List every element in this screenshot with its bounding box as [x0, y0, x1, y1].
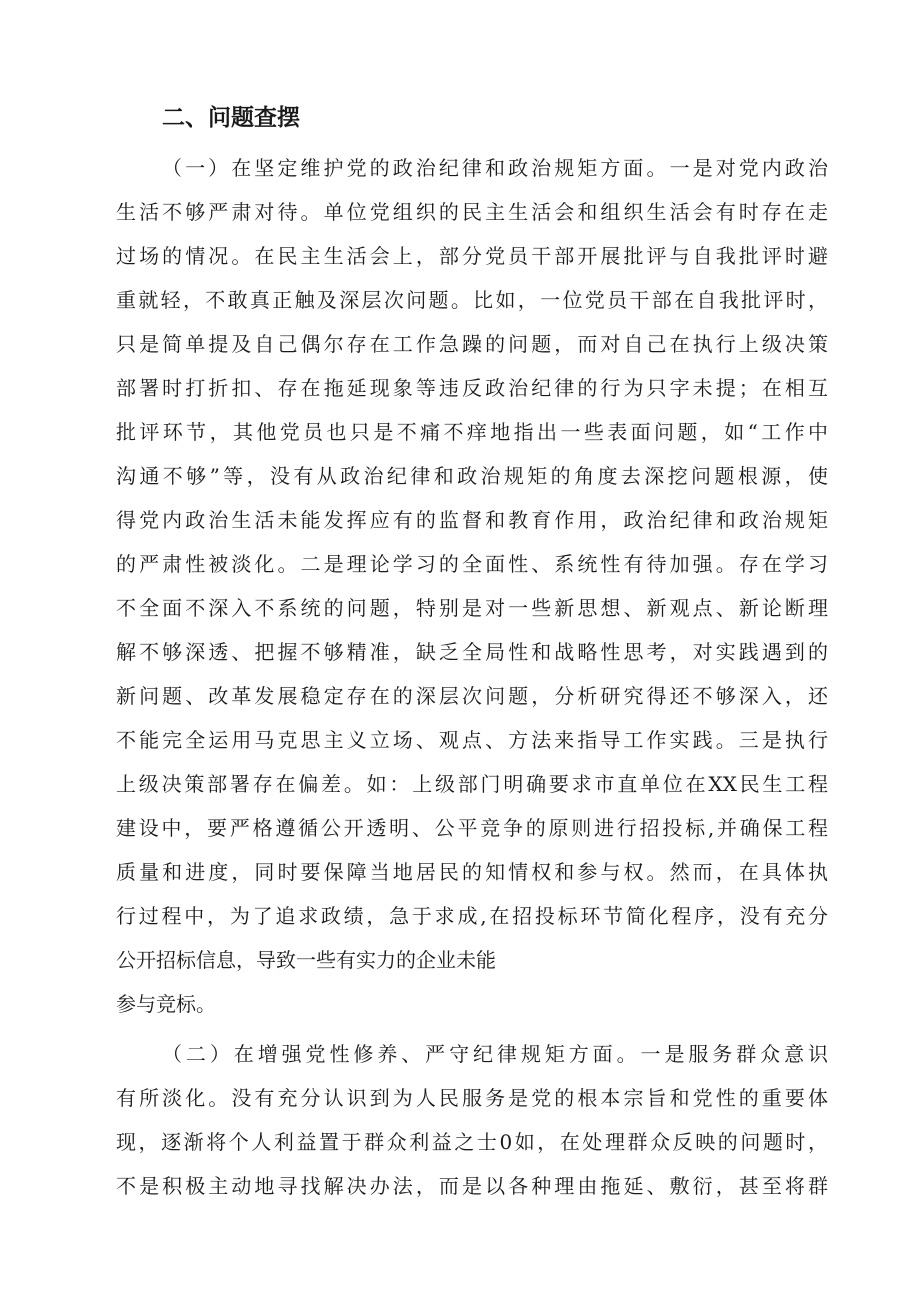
paragraph2-line: 现，逐渐将个人利益置于群众利益之士0如，在处理群众反映的问题时，	[116, 1130, 828, 1154]
paragraph1-line: 公开招标信息，导致一些有实力的企业未能	[116, 948, 496, 972]
paragraph1-line: 行过程中，为了追求政绩，急于求成,在招投标环节简化程序，没有充分	[116, 904, 828, 928]
paragraph1-line: 质量和进度，同时要保障当地居民的知情权和参与权。然而，在具体执	[116, 860, 828, 884]
paragraph1-line: 解不够深透、把握不够精准，缺乏全局性和战略性思考，对实践遇到的	[116, 640, 828, 664]
paragraph1-line: （一）在坚定维护党的政治纪律和政治规矩方面。一是对党内政治	[162, 156, 828, 180]
paragraph2-line: 有所淡化。没有充分认识到为人民服务是党的根本宗旨和党性的重要体	[116, 1086, 828, 1110]
paragraph1-line: 上级决策部署存在偏差。如：上级部门明确要求市直单位在XX民生工程	[116, 772, 828, 796]
paragraph1-line: 得党内政治生活未能发挥应有的监督和教育作用，政治纪律和政治规矩	[116, 508, 828, 532]
paragraph1-line: 部署时打折扣、存在拖延现象等违反政治纪律的行为只字未提；在相互	[116, 376, 828, 400]
paragraph1-line: 新问题、改革发展稳定存在的深层次问题，分析研究得还不够深入，还	[116, 684, 828, 708]
paragraph1-line: 批评环节，其他党员也只是不痛不痒地指出一些表面问题，如“工作中	[116, 420, 828, 444]
paragraph1-line: 沟通不够”等，没有从政治纪律和政治规矩的角度去深挖问题根源，使	[116, 464, 828, 488]
paragraph2-line: （二）在增强党性修养、严守纪律规矩方面。一是服务群众意识	[162, 1042, 828, 1066]
section-heading: 二、问题查摆	[162, 105, 300, 131]
paragraph1-line: 的严肃性被淡化。二是理论学习的全面性、系统性有待加强。存在学习	[116, 552, 828, 576]
paragraph1-line: 过场的情况。在民主生活会上，部分党员干部开展批评与自我批评时避	[116, 244, 828, 268]
paragraph1-line: 参与竞标。	[116, 992, 216, 1016]
paragraph1-line: 不能完全运用马克思主义立场、观点、方法来指导工作实践。三是执行	[116, 728, 828, 752]
paragraph1-line: 不全面不深入不系统的问题，特别是对一些新思想、新观点、新论断理	[116, 596, 828, 620]
paragraph1-line: 重就轻，不敢真正触及深层次问题。比如，一位党员干部在自我批评时，	[116, 288, 828, 312]
paragraph1-line: 只是简单提及自己偶尔存在工作急躁的问题，而对自己在执行上级决策	[116, 332, 828, 356]
paragraph1-line: 建设中，要严格遵循公开透明、公平竞争的原则进行招投标,并确保工程	[116, 816, 828, 840]
paragraph2-line: 不是积极主动地寻找解决办法，而是以各种理由拖延、敷衍，甚至将群	[116, 1174, 828, 1198]
paragraph1-line: 生活不够严肃对待。单位党组织的民主生活会和组织生活会有时存在走	[116, 200, 828, 224]
